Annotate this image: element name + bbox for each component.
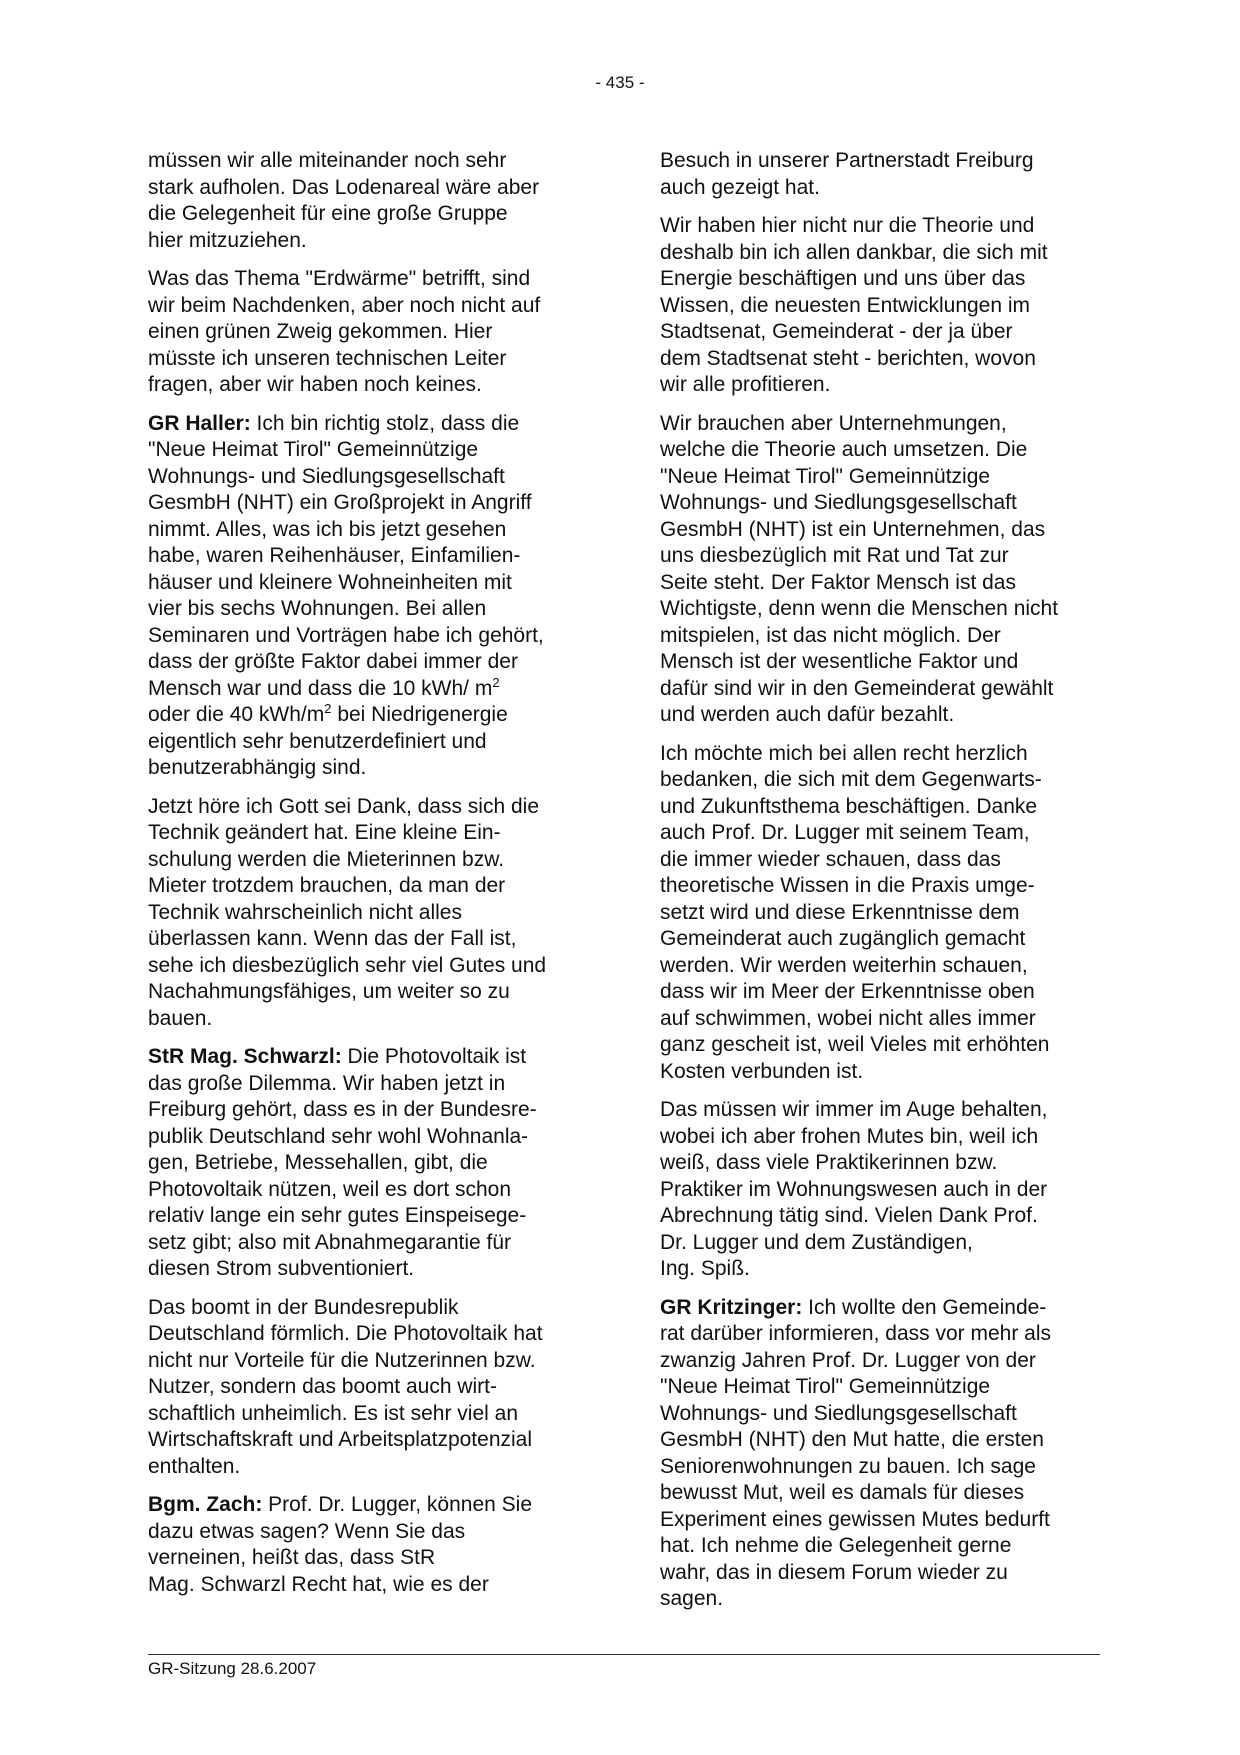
text-line: die immer wieder schauen, dass das	[660, 847, 1001, 871]
text-line: Stadtsenat, Gemeinderat - der ja über	[660, 320, 1013, 343]
text-line: dass wir im Meer der Erkenntnisse oben	[660, 980, 1035, 1003]
text-fragment: Prof. Dr. Lugger, können Sie	[262, 1493, 533, 1516]
text-fragment: bei Niedrigenergie	[331, 703, 508, 726]
text-line: zwanzig Jahren Prof. Dr. Lugger von der	[660, 1348, 1036, 1372]
text-line: Wichtigste, denn wenn die Menschen nicht	[660, 597, 1059, 620]
paragraph	[660, 1295, 1112, 1613]
text-line: wahr, das in diesem Forum wieder zu	[660, 1560, 1008, 1584]
text-line: gen, Betriebe, Messehallen, gibt, die	[148, 1151, 488, 1174]
text-line: Kosten verbunden ist.	[660, 1059, 864, 1083]
text-line: und Zukunftsthema beschäftigen. Danke	[660, 794, 1038, 818]
paragraph	[148, 794, 596, 1033]
paragraph	[660, 1097, 1112, 1283]
paragraph	[148, 148, 596, 254]
text-line: diesen Strom subventioniert.	[148, 1257, 415, 1280]
text-line: setz gibt; also mit Abnahmegarantie für	[148, 1230, 512, 1254]
paragraph	[660, 148, 1112, 201]
text-line: auch Prof. Dr. Lugger mit seinem Team,	[660, 821, 1030, 844]
text-line: Wirtschaftskraft und Arbeitsplatzpotenzial	[148, 1428, 533, 1451]
paragraph	[148, 266, 596, 399]
text-line: Wissen, die neuesten Entwicklungen im	[660, 293, 1031, 317]
text-line	[148, 411, 596, 438]
text-line: dass der größte Faktor dabei immer der	[148, 650, 518, 673]
text-line: hier mitzuziehen.	[148, 228, 307, 252]
text-line: Seniorenwohnungen zu bauen. Ich sage	[660, 1454, 1036, 1478]
text-line: Seite steht. Der Faktor Mensch ist das	[660, 570, 1016, 594]
text-line: Seminaren und Vorträgen habe ich gehört,	[148, 623, 544, 647]
text-line: werden. Wir werden weiterhin schauen,	[660, 953, 1028, 977]
text-line: uns diesbezüglich mit Rat und Tat zur	[660, 544, 1009, 567]
text-line: auf schwimmen, wobei nicht alles immer	[660, 1006, 1036, 1030]
text-line: Technik geändert hat. Eine kleine Ein-	[148, 821, 501, 844]
text-line: dem Stadtsenat steht - berichten, wovon	[660, 346, 1036, 370]
text-line: verneinen, heißt das, dass StR	[148, 1546, 436, 1569]
text-line: häuser und kleinere Wohneinheiten mit	[148, 570, 512, 594]
text-line: sehe ich diesbezüglich sehr viel Gutes und	[148, 953, 547, 977]
text-line	[660, 1295, 1112, 1322]
speaker-name: GR Kritzinger:	[660, 1295, 803, 1319]
text-line: dafür sind wir in den Gemeinderat gewählt	[660, 676, 1054, 700]
text-line: Besuch in unserer Partnerstadt Freiburg	[660, 149, 1034, 172]
text-line: auch gezeigt hat.	[660, 175, 820, 199]
footer-divider	[148, 1654, 1100, 1655]
text-line: Photovoltaik nützen, weil es dort schon	[148, 1177, 512, 1201]
text-line	[148, 1492, 596, 1519]
paragraph	[660, 411, 1112, 729]
paragraph	[660, 213, 1112, 399]
text-line: Mag. Schwarzl Recht hat, wie es der	[148, 1572, 489, 1596]
text-line: weiß, dass viele Praktikerinnen bzw.	[660, 1151, 998, 1174]
text-line: Wir brauchen aber Unternehmungen,	[660, 411, 1007, 435]
speaker-name: StR Mag. Schwarzl:	[148, 1045, 342, 1068]
text-line: bedanken, die sich mit dem Gegenwarts-	[660, 768, 1042, 791]
text-line: Mensch ist der wesentliche Faktor und	[660, 650, 1019, 673]
text-line: Dr. Lugger und dem Zuständigen,	[660, 1230, 973, 1254]
text-fragment: Ich wollte den Gemeinde-	[802, 1295, 1047, 1319]
text-line: Nachahmungsfähiges, um weiter so zu	[148, 980, 510, 1003]
text-line	[148, 702, 596, 729]
paragraph	[148, 1295, 596, 1481]
paragraph	[148, 1044, 596, 1283]
paragraph	[148, 1492, 596, 1598]
text-line: Deutschland förmlich. Die Photovoltaik hat	[148, 1322, 543, 1345]
text-line: mitspielen, ist das nicht möglich. Der	[660, 623, 1001, 647]
text-line: Was das Thema "Erdwärme" betrifft, sind	[148, 267, 531, 290]
text-line	[148, 1044, 596, 1071]
text-line: müssen wir alle miteinander noch sehr	[148, 149, 507, 172]
text-line: theoretische Wissen in die Praxis umge-	[660, 874, 1035, 897]
text-line: dazu etwas sagen? Wenn Sie das	[148, 1519, 466, 1543]
text-line: enthalten.	[148, 1454, 241, 1478]
text-line: Wir haben hier nicht nur die Theorie und	[660, 214, 1035, 237]
text-line: fragen, aber wir haben noch keines.	[148, 373, 482, 396]
text-line: Wohnungs- und Siedlungsgesellschaft	[660, 491, 1017, 514]
speaker-name: Bgm. Zach:	[148, 1493, 263, 1516]
text-fragment: Mensch war und dass die 10 kWh/ m	[148, 676, 493, 700]
text-line: GesmbH (NHT) den Mut hatte, die ersten	[660, 1428, 1044, 1451]
text-line: Gemeinderat auch zugänglich gemacht	[660, 927, 1026, 950]
text-line: Das boomt in der Bundesrepublik	[148, 1295, 459, 1319]
superscript: 2	[324, 701, 332, 716]
text-line: benutzerabhängig sind.	[148, 756, 367, 779]
text-line: schaftlich unheimlich. Es ist sehr viel an	[148, 1401, 518, 1425]
text-fragment: Ich bin richtig stolz, dass die	[250, 411, 520, 435]
text-line: relativ lange ein sehr gutes Einspeisege-	[148, 1204, 527, 1227]
text-line: stark aufholen. Das Lodenareal wäre aber	[148, 175, 540, 199]
text-line: und werden auch dafür bezahlt.	[660, 703, 955, 726]
text-line: "Neue Heimat Tirol" Gemeinnützige	[660, 464, 991, 488]
text-line: Nutzer, sondern das boomt auch wirt-	[148, 1375, 498, 1398]
superscript: 2	[492, 674, 500, 690]
paragraph	[148, 411, 596, 782]
text-line: GesmbH (NHT) ist ein Unternehmen, das	[660, 517, 1046, 541]
text-line: welche die Theorie auch umsetzen. Die	[660, 438, 1028, 461]
text-line: nicht nur Vorteile für die Nutzerinnen bzw.	[148, 1348, 536, 1372]
text-line: habe, waren Reihenhäuser, Einfamilien-	[148, 544, 521, 567]
text-fragment: oder die 40 kWh/m	[148, 703, 325, 726]
text-line: Ich möchte mich bei allen recht herzlich	[660, 741, 1028, 765]
text-line: GesmbH (NHT) ein Großprojekt in Angriff	[148, 491, 532, 514]
footer-session-date: GR-Sitzung 28.6.2007	[148, 1659, 317, 1678]
text-line: eigentlich sehr benutzerdefiniert und	[148, 729, 487, 753]
text-line: deshalb bin ich allen dankbar, die sich mit	[660, 240, 1048, 264]
paragraph	[660, 741, 1112, 1086]
speaker-name: GR Haller:	[148, 411, 251, 435]
text-line: schulung werden die Mieterinnen bzw.	[148, 847, 505, 871]
text-line: sagen.	[660, 1587, 724, 1610]
text-line: ganz gescheit ist, weil Vieles mit erhöhten	[660, 1033, 1050, 1056]
text-line: Abrechnung tätig sind. Vielen Dank Prof.	[660, 1204, 1038, 1227]
text-line: bauen.	[148, 1006, 213, 1030]
text-line: müsste ich unseren technischen Leiter	[148, 346, 507, 370]
text-line: das große Dilemma. Wir haben jetzt in	[148, 1071, 506, 1095]
text-line: hat. Ich nehme die Gelegenheit gerne	[660, 1534, 1012, 1557]
text-line	[148, 676, 596, 703]
text-line: Energie beschäftigen und uns über das	[660, 267, 1026, 290]
text-line: publik Deutschland sehr wohl Wohnanla-	[148, 1124, 529, 1148]
text-line: die Gelegenheit für eine große Gruppe	[148, 202, 508, 225]
text-line: wobei ich aber frohen Mutes bin, weil ich	[660, 1124, 1039, 1148]
text-line: Wohnungs- und Siedlungsgesellschaft	[660, 1401, 1017, 1425]
text-line: vier bis sechs Wohnungen. Bei allen	[148, 597, 487, 620]
text-line: wir alle profitieren.	[660, 373, 831, 396]
text-line: überlassen kann. Wenn das der Fall ist,	[148, 927, 517, 950]
text-line: bewusst Mut, weil es damals für dieses	[660, 1481, 1025, 1504]
text-line: Freiburg gehört, dass es in der Bundesre-	[148, 1098, 537, 1121]
text-line: nimmt. Alles, was ich bis jetzt gesehen	[148, 517, 507, 541]
text-line: Praktiker im Wohnungswesen auch in der	[660, 1177, 1048, 1201]
text-line: einen grünen Zweig gekommen. Hier	[148, 320, 493, 343]
text-line: Experiment eines gewissen Mutes bedurft	[660, 1507, 1050, 1531]
text-line: Ing. Spiß.	[660, 1257, 750, 1280]
right-column	[660, 148, 1112, 1625]
text-line: setzt wird und diese Erkenntnisse dem	[660, 900, 1020, 924]
text-line: Jetzt höre ich Gott sei Dank, dass sich die	[148, 794, 540, 818]
text-line: wir beim Nachdenken, aber noch nicht auf	[148, 293, 541, 317]
text-fragment: Die Photovoltaik ist	[341, 1045, 527, 1068]
text-line: "Neue Heimat Tirol" Gemeinnützige	[660, 1375, 991, 1398]
text-line: Mieter trotzdem brauchen, da man der	[148, 874, 506, 897]
text-line: Technik wahrscheinlich nicht alles	[148, 900, 462, 924]
text-line: rat darüber informieren, dass vor mehr als	[660, 1322, 1051, 1345]
text-line: Wohnungs- und Siedlungsgesellschaft	[148, 464, 505, 488]
page-number: - 435 -	[595, 73, 645, 92]
text-line: Das müssen wir immer im Auge behalten,	[660, 1098, 1048, 1121]
left-column	[148, 148, 596, 1610]
text-line: "Neue Heimat Tirol" Gemeinnützige	[148, 438, 479, 461]
